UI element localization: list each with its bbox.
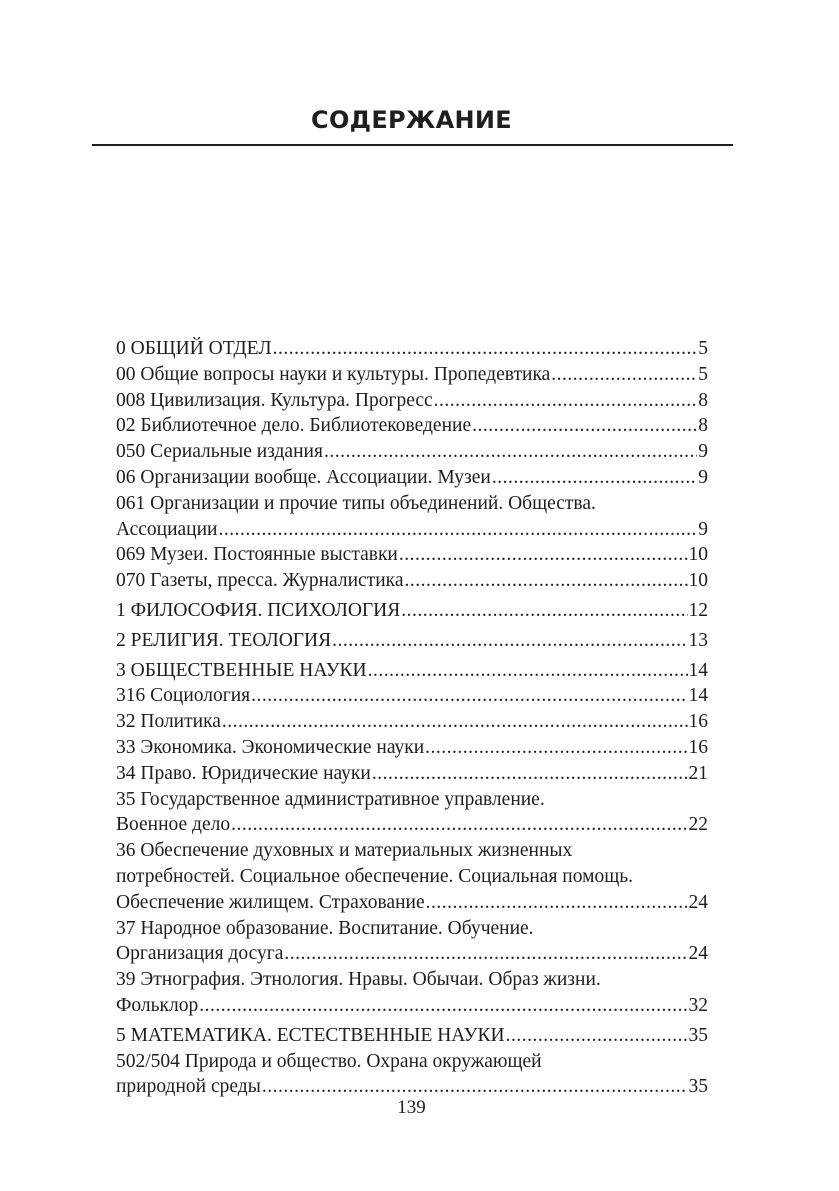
dot-leader [426,890,688,916]
toc-entry-title: 33 Экономика. Экономические науки [116,736,425,758]
dot-leader [231,812,687,838]
dot-leader [551,362,697,388]
dot-leader [251,683,687,709]
toc-entry-page: 16 [688,711,708,733]
toc-entry-title: 5 МАТЕМАТИКА. ЕСТЕСТВЕННЫЕ НАУКИ [116,1024,505,1046]
toc-entry-row [116,890,708,916]
toc-entry-page: 14 [688,685,708,707]
toc-entry [116,1049,708,1101]
toc-entry [116,465,708,491]
dot-leader [368,658,688,684]
toc-entry-title: 06 Организации вообще. Ассоциации. Музеи [116,466,491,488]
toc-entry-title: Обеспечение жилищем. Страхование [116,891,425,913]
dot-leader [199,993,687,1019]
toc-entry [116,683,708,709]
dot-leader [273,336,698,362]
dot-leader [332,628,687,654]
dot-leader [434,388,698,414]
toc-entry-page: 9 [698,441,708,463]
toc-entry-row [116,735,708,761]
toc-entry-line: 39 Этнография. Этнология. Нравы. Обычаи. Образ жизни. [116,969,601,991]
toc-entry [116,439,708,465]
toc-entry-title: 008 Цивилизация. Культура. Прогресс [116,389,433,411]
dot-leader [492,465,697,491]
toc-entry-page: 35 [688,1024,708,1046]
toc-entry-title: природной среды [116,1076,261,1098]
toc-entry-title: 00 Общие вопросы науки и культуры. Пропедевтика [116,363,551,385]
dot-leader [324,439,697,465]
toc-entry-title: Ассоциации [116,518,218,540]
page-number: 139 [397,1097,426,1118]
toc-entry-page: 5 [698,363,708,385]
title-rule [92,144,733,146]
toc-entry-row [116,628,708,654]
toc-entry-title: 050 Сериальные издания [116,441,323,463]
toc-entry-row [116,993,708,1019]
toc-entry-page: 5 [698,338,708,359]
toc-entry-page: 14 [688,659,708,681]
toc-entry-line: 37 Народное образование. Воспитание. Обучение. [116,917,534,939]
toc-entry-page: 13 [688,629,708,651]
toc-entry [116,336,708,362]
toc-entry-title: Военное дело [116,814,231,836]
toc-entry-row [116,362,708,388]
toc-entry-page: 35 [688,1076,708,1098]
dot-leader [472,413,697,439]
page-title: СОДЕРЖАНИЕ [311,106,512,134]
toc-entry-line: 35 Государственное административное управление. [116,788,545,810]
toc-entry [116,362,708,388]
dot-leader [399,542,688,568]
toc-entry [116,568,708,594]
toc-entry-page: 8 [698,415,708,437]
toc-entry [116,598,708,624]
toc-entry-title: Организация досуга [116,943,284,965]
toc-entry [116,491,708,543]
toc-entry-row [116,465,708,491]
toc-entry [116,1023,708,1049]
toc-entry-title: 3 ОБЩЕСТВЕННЫЕ НАУКИ [116,659,367,681]
toc-entry-row [116,709,708,735]
toc-entry-title: 069 Музеи. Постоянные выставки [116,544,398,566]
toc-entry-row [116,542,708,568]
toc-entry-row [116,941,708,967]
toc-entry-row [116,388,708,414]
dot-leader [372,761,688,787]
toc-entry-line: 36 Обеспечение духовных и материальных жизненных [116,840,573,862]
toc-entry [116,413,708,439]
toc-entry-title: 070 Газеты, пресса. Журналистика [116,570,404,592]
toc-entry-page: 24 [688,891,708,913]
toc-entry-page: 22 [688,814,708,836]
toc-entry [116,787,708,839]
toc-entry-row [116,439,708,465]
toc-entry [116,761,708,787]
toc-entry-row [116,598,708,624]
toc-entry-line: 502/504 Природа и общество. Охрана окружающей [116,1050,542,1072]
toc-entry-line: 061 Организации и прочие типы объединений. Общества. [116,492,596,514]
toc-entry [116,838,708,915]
toc-entry-row [116,517,708,543]
toc-entry [116,542,708,568]
toc-entry-title: 02 Библиотечное дело. Библиотековедение [116,415,472,437]
toc-entry-row [116,336,708,362]
table-of-contents [116,336,708,1100]
toc-entry [116,709,708,735]
toc-entry-page: 24 [688,943,708,965]
toc-entry-title: 1 ФИЛОСОФИЯ. ПСИХОЛОГИЯ [116,599,401,621]
dot-leader [425,735,687,761]
toc-entry-page: 8 [698,389,708,411]
toc-entry [116,967,708,1019]
toc-entry-title: 316 Социология [116,685,251,707]
dot-leader [284,941,687,967]
toc-entry-page: 32 [688,994,708,1016]
toc-entry-row [116,568,708,594]
toc-entry-row [116,812,708,838]
toc-entry [116,388,708,414]
toc-entry-row [116,658,708,684]
dot-leader [219,517,698,543]
toc-entry-page: 10 [688,570,708,592]
toc-entry-page: 12 [688,599,708,621]
toc-entry-title: Фольклор [116,994,199,1016]
toc-entry [116,658,708,684]
toc-entry [116,735,708,761]
dot-leader [401,598,687,624]
toc-entry-row [116,761,708,787]
toc-entry-row [116,1023,708,1049]
dot-leader [506,1023,688,1049]
toc-entry-page: 21 [688,762,708,784]
toc-entry-title: 34 Право. Юридические науки [116,762,371,784]
toc-entry [116,916,708,968]
toc-entry-title: 0 ОБЩИЙ ОТДЕЛ [116,338,272,359]
toc-entry-title: 2 РЕЛИГИЯ. ТЕОЛОГИЯ [116,629,332,651]
dot-leader [222,709,688,735]
toc-entry-row [116,413,708,439]
toc-entry-line: потребностей. Социальное обеспечение. Социальная помощь. [116,865,633,887]
toc-entry-page: 9 [698,466,708,488]
toc-entry-title: 32 Политика [116,711,221,733]
toc-entry-page: 16 [688,736,708,758]
toc-entry-page: 10 [688,544,708,566]
dot-leader [404,568,687,594]
toc-entry-row [116,683,708,709]
toc-entry-page: 9 [698,518,708,540]
toc-entry [116,628,708,654]
